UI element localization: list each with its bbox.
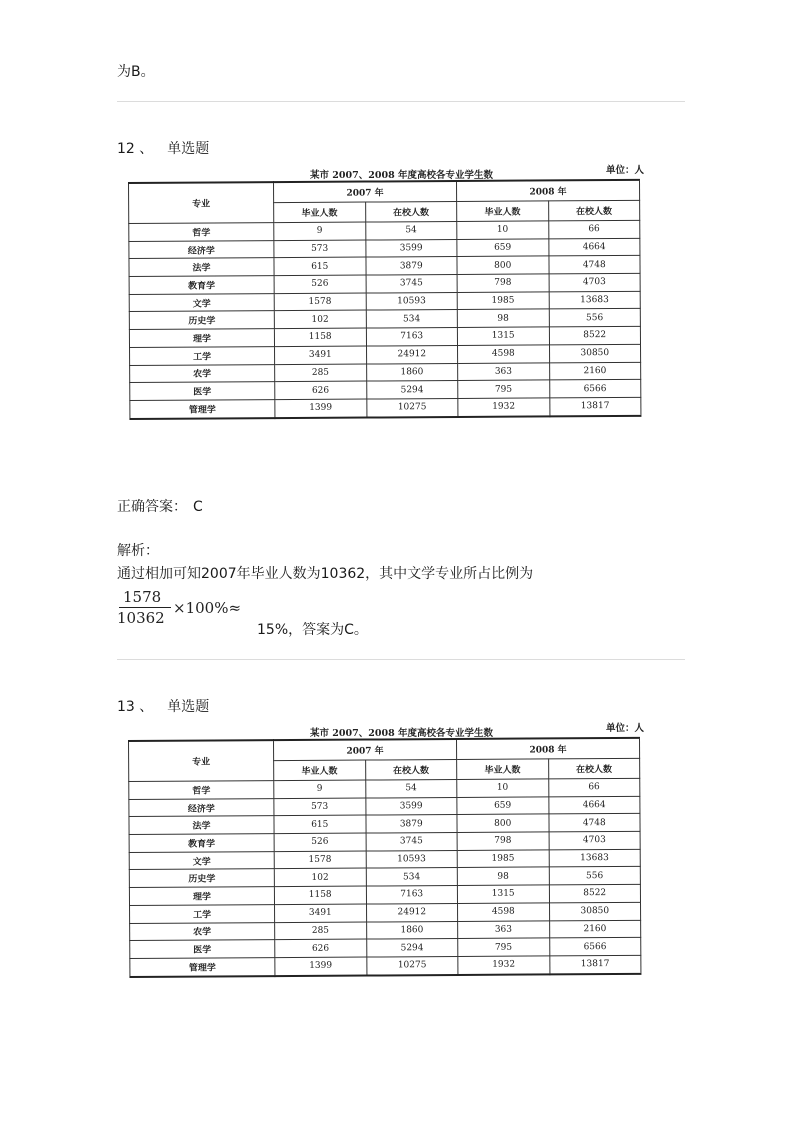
table-row: 农学 285 1860 363 2160 (130, 920, 641, 941)
table-row: 管理学 1399 10275 1932 13817 (130, 397, 641, 418)
table-row: 经济学 573 3599 659 4664 (129, 796, 640, 817)
student-stats-table (128, 737, 641, 978)
answer-value: C (193, 499, 203, 515)
formula-rest: ×100%≈ (173, 599, 242, 617)
header-year-2008: 2008 年 (456, 180, 639, 202)
table-row: 历史学 102 534 98 556 (129, 309, 640, 330)
table-row: 文学 1578 10593 1985 13683 (129, 849, 640, 870)
table-unit: 单位：人 (605, 723, 644, 734)
header-major: 专业 (129, 182, 274, 223)
table-row: 法学 615 3879 800 4748 (129, 256, 640, 277)
question-12-table-image (128, 160, 644, 420)
analysis-result: 15%，答案为C。 (257, 622, 368, 638)
subheader: 在校人数 (548, 758, 640, 779)
table-row: 教育学 526 3745 798 4703 (129, 273, 640, 294)
subheader: 在校人数 (365, 201, 457, 222)
table-row: 工学 3491 24912 4598 30850 (130, 902, 641, 923)
subheader: 毕业人数 (274, 202, 366, 223)
previous-answer-tail: 为B。 (117, 64, 155, 80)
table-row: 法学 615 3879 800 4748 (129, 814, 640, 835)
table-row: 经济学 573 3599 659 4664 (129, 238, 640, 259)
analysis-text: 通过相加可知2007年毕业人数为10362，其中文学专业所占比例为 (117, 566, 534, 582)
table-title: 某市 2007、2008 年度高校各专业学生数 (310, 728, 493, 739)
student-stats-table (128, 179, 641, 420)
table-row: 哲学 9 54 10 66 (129, 778, 640, 799)
subheader: 毕业人数 (274, 760, 366, 781)
table-unit: 单位：人 (605, 165, 644, 176)
table-title: 某市 2007、2008 年度高校各专业学生数 (310, 170, 493, 181)
divider (117, 659, 685, 660)
answer-label: 正确答案： (117, 499, 187, 515)
table-row: 理学 1158 7163 1315 8522 (129, 884, 640, 905)
question-number: 13 、 (117, 699, 154, 715)
subheader: 毕业人数 (457, 201, 549, 222)
subheader: 在校人数 (548, 200, 640, 221)
table-row: 医学 626 5294 795 6566 (130, 938, 641, 959)
table-row: 医学 626 5294 795 6566 (130, 380, 641, 401)
subheader: 毕业人数 (457, 759, 549, 780)
formula-numerator: 1578 (123, 588, 162, 606)
formula-denominator: 10362 (117, 609, 165, 627)
question-13-table-image (128, 718, 644, 978)
table-row: 理学 1158 7163 1315 8522 (129, 326, 640, 347)
correct-answer (117, 497, 203, 517)
question-number: 12 、 (117, 141, 154, 157)
table-row: 工学 3491 24912 4598 30850 (130, 344, 641, 365)
header-year-2007: 2007 年 (274, 739, 457, 761)
analysis-label: 解析： (117, 543, 159, 559)
table-row: 哲学 9 54 10 66 (129, 220, 640, 241)
table-row: 管理学 1399 10275 1932 13817 (130, 955, 641, 976)
header-major: 专业 (129, 740, 274, 781)
question-type: 单选题 (167, 699, 210, 715)
table-row: 历史学 102 534 98 556 (129, 867, 640, 888)
question-13-header (117, 696, 209, 716)
subheader: 在校人数 (365, 759, 457, 780)
table-row: 农学 285 1860 363 2160 (130, 362, 641, 383)
table-row: 文学 1578 10593 1985 13683 (129, 291, 640, 312)
table-row: 教育学 526 3745 798 4703 (129, 831, 640, 852)
header-year-2007: 2007 年 (274, 181, 457, 203)
divider (117, 101, 685, 102)
header-year-2008: 2008 年 (456, 738, 639, 760)
question-type: 单选题 (167, 141, 210, 157)
ratio-formula (117, 588, 247, 630)
question-12-header (117, 138, 209, 158)
